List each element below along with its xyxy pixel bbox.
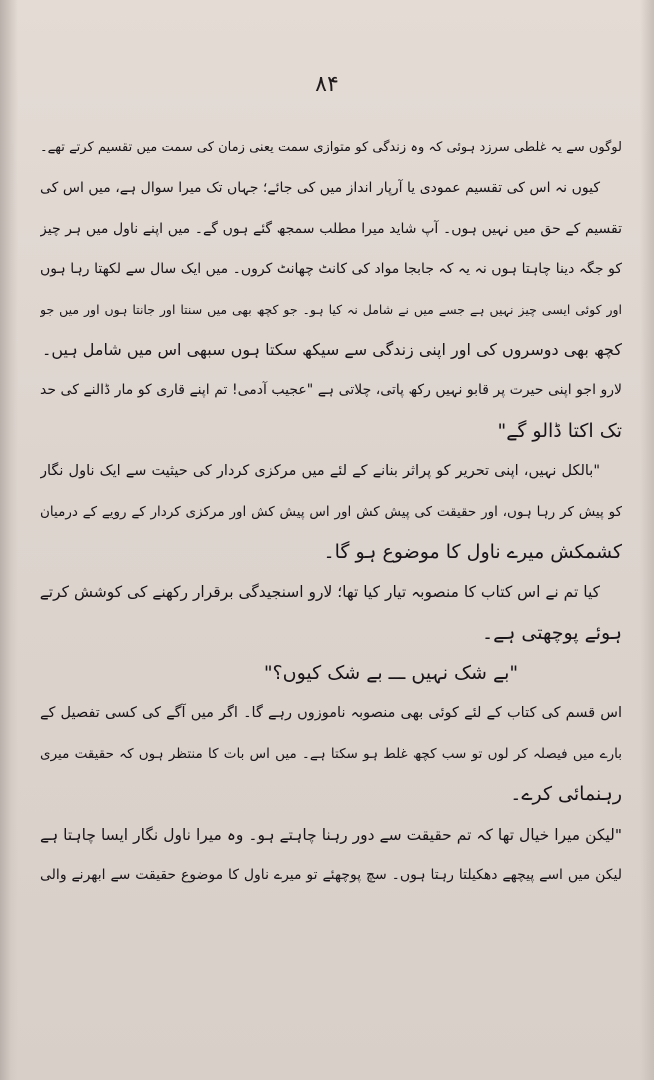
text-line-5: اور کوئی ایسی چیز نہیں ہے جسے میں نے شامل نہ کیا ہو۔ جو کچھ بھی میں سنتا اور جانتا ہوں اور میں جو	[40, 301, 622, 317]
text-line-6: کچھ بھی دوسروں کی اور اپنی زندگی سے سیکھ سکتا ہوں سبھی اس میں شامل ہیں۔	[41, 339, 622, 359]
text-line-13: ہوئے پوچھتی ہے۔	[481, 621, 622, 644]
text-line-3: تقسیم کے حق میں نہیں ہوں۔ آپ شاید میرا مطلب سمجھ گئے ہوں گے۔ میں اپنے ناول میں ہر چیز	[40, 220, 622, 237]
page-number: ۸۴	[315, 72, 339, 97]
text-line-15: اس قسم کی کتاب کے لئے کوئی بھی منصوبہ ناموزوں رہے گا۔ اگر میں آگے کی کسی تفصیل کے	[40, 705, 622, 722]
text-line-8: تک اکتا ڈالو گے"	[497, 419, 622, 442]
page-text	[40, 128, 622, 895]
text-line-12: کیا تم نے اس کتاب کا منصوبہ تیار کیا تھا؛ لارو اسنجیدگی برقرار رکھنے کی کوشش کرتے	[40, 583, 600, 602]
text-line-4: کو جگہ دینا چاہتا ہوں نہ یہ کہ جابجا مواد کی کانٹ چھانٹ کروں۔ میں ایک سال سے لکھتا رہا ہوں	[40, 261, 622, 278]
text-line-7: لارو اجو اپنی حیرت پر قابو نہیں رکھ پاتی، چلاتی ہے "عجیب آدمی! تم اپنے قاری کو مار ڈالنے کی حد	[40, 382, 622, 399]
text-line-19: لیکن میں اسے پیچھے دھکیلتا رہتا ہوں۔ سچ پوچھئے تو میرے ناول کا موضوع حقیقت سے ابھرنے والی	[40, 867, 622, 884]
text-line-17: رہنمائی کرے۔	[510, 783, 622, 806]
text-line-9: "بالکل نہیں، اپنی تحریر کو پراثر بنانے کے لئے میں مرکزی کردار کی حیثیت سے ایک ناول نگار	[40, 463, 600, 480]
text-line-10: کو پیش کر رہا ہوں، اور حقیقت کی پیش کش اور اس پیش کش اور مرکزی کردار کے رویے کے درمیان	[40, 503, 622, 520]
text-line-16: بارے میں فیصلہ کر لوں تو سب کچھ غلط ہو سکتا ہے۔ میں اس بات کا منتظر ہوں کہ حقیقت میری	[40, 745, 622, 762]
text-line-18: "لیکن میرا خیال تھا کہ تم حقیقت سے دور رہنا چاہتے ہو۔ وہ میرا ناول نگار ایسا چاہتا ہے	[40, 825, 622, 844]
text-line-1: لوگوں سے یہ غلطی سرزد ہوئی کہ وہ زندگی کو متوازی سمت یعنی زمان کی سمت میں تقسیم کرتے تھے۔	[40, 140, 622, 155]
text-line-2: کیوں نہ اس کی تقسیم عمودی یا آرپار انداز میں کی جائے؛ جہاں تک میرا سوال ہے، میں اس کی	[40, 180, 600, 197]
text-line-14: "بے شک نہیں ـــ بے شک کیوں؟"	[263, 662, 519, 685]
text-line-11: کشمکش میرے ناول کا موضوع ہو گا۔	[323, 540, 622, 563]
